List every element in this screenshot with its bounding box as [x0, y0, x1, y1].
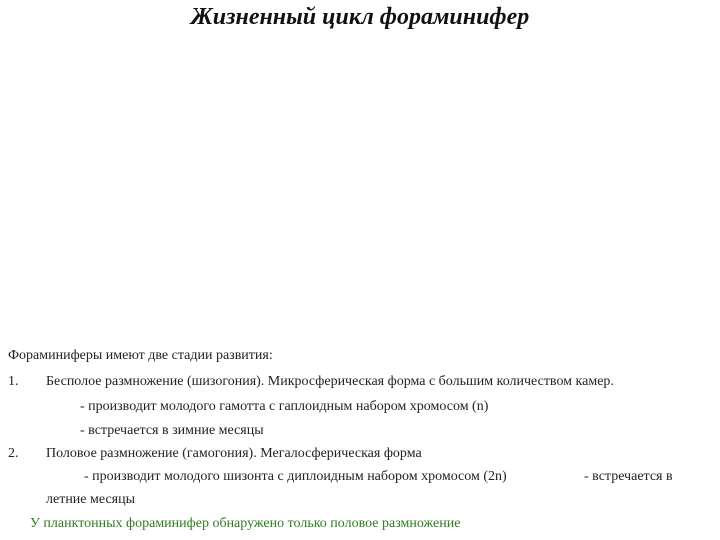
list-item-2-detail-2: - встречается в	[584, 469, 673, 484]
list-number-1: 1.	[8, 374, 19, 389]
list-item-1-text: Бесполое размножение (шизогония). Микросферическая форма с большим количеством камер.	[46, 374, 614, 389]
intro-text: Фораминиферы имеют две стадии развития:	[8, 348, 273, 363]
lifecycle-figure-area	[0, 44, 720, 340]
planktonic-note: У планктонных фораминифер обнаружено только половое размножение	[30, 516, 461, 531]
list-number-2: 2.	[8, 446, 19, 461]
list-item-2-detail-1: - производит молодого шизонта с диплоидным набором хромосом (2n)	[84, 469, 507, 484]
list-item-1-detail-2: - встречается в зимние месяцы	[80, 423, 264, 438]
list-item-2-text: Половое размножение (гамогония). Мегалосферическая форма	[46, 446, 422, 461]
list-item-2-detail-3: летние месяцы	[46, 492, 135, 507]
page-title: Жизненный цикл фораминифер	[190, 4, 530, 30]
list-item-1-detail-1: - производит молодого гамотта с гаплоидным набором хромосом (n)	[80, 399, 489, 414]
